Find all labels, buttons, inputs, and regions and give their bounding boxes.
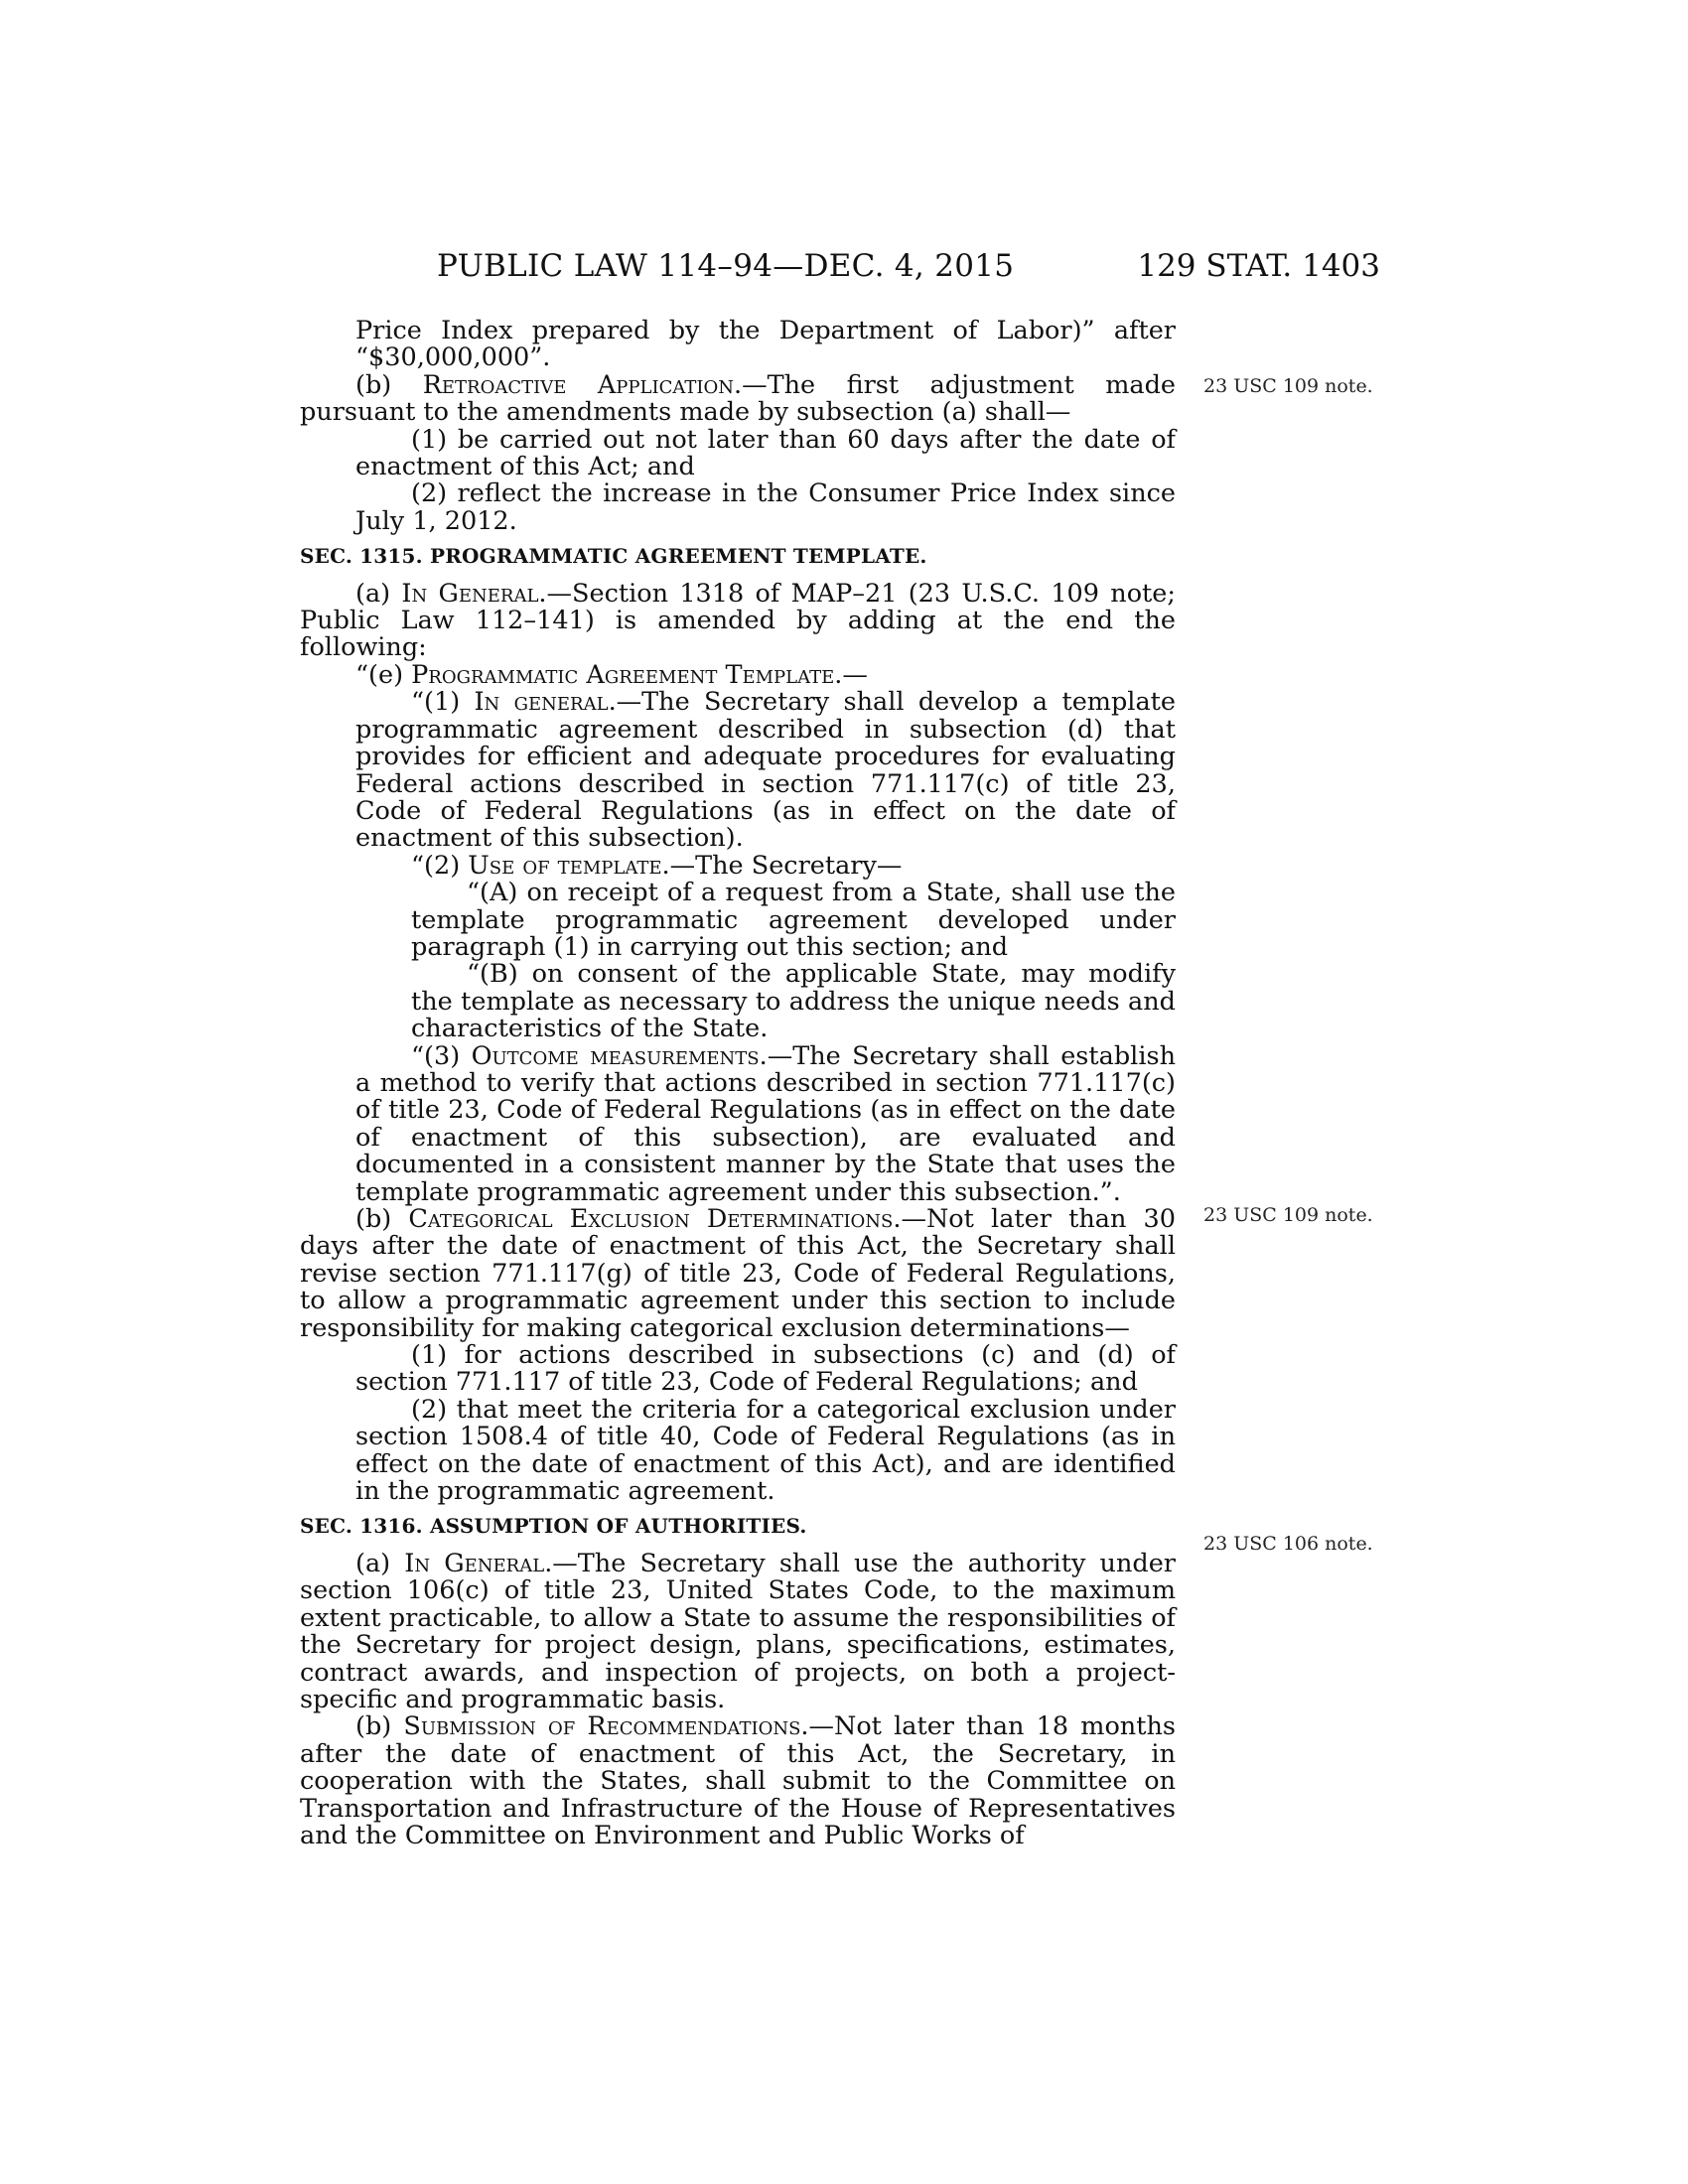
quoted-paragraph-2 [300, 850, 1176, 881]
paragraph-text: .—The Secretary— [661, 850, 903, 881]
quoted-paragraph-3 [300, 1040, 1176, 1207]
subsection-a-in-general [300, 578, 1176, 663]
label: (b) [355, 369, 423, 400]
label: (a) [355, 1548, 405, 1578]
quoted-subparagraph-b: “(B) on consent of the applicable State, may modify the template as necessary to address the unique needs and characteristics of the State. [411, 959, 1176, 1044]
paragraph [300, 424, 1176, 482]
subsection-text: .—The Secretary shall use the authority under section 106(c) of title 23, United States Code, to the maximum extent practicable, to allow a State to assume the responsibilities of the Secretary for project design, plans, specifications, estimates, contract awards, and inspection of projects, on both a project-specific and programmatic basis. [300, 1548, 1176, 1714]
margin-note: 23 USC 109 note. [1203, 1204, 1373, 1226]
stat-citation: 129 STAT. 1403 [1137, 248, 1380, 284]
paragraph: Price Index prepared by the Department of Labor)” after “$30,000,000”. [355, 316, 1176, 373]
subsection-text: .—Not later than 18 months after the date of enactment of this Act, the Secretary, in cooperation with the States, shall submit to the Committee on Transportation and Infrastructure of the House of Representatives and the Committee on Environment and Public Works of [300, 1711, 1176, 1850]
paragraph-heading: In general [474, 687, 609, 718]
subsection-b-categorical [300, 1206, 1176, 1342]
quoted-subparagraph-a: “(A) on receipt of a request from a State, shall use the template programmatic agreement developed under paragraph (1) in carrying out this section; and [411, 878, 1176, 962]
label: “(2) [411, 850, 469, 881]
subsection-heading: Submission of Recommendations [403, 1711, 801, 1742]
section-heading-1315: SEC. 1315. PROGRAMMATIC AGREEMENT TEMPLATE. [300, 544, 927, 569]
subsection-a-in-general [300, 1548, 1176, 1714]
page-header [298, 248, 1380, 288]
subsection-heading: In General [401, 578, 539, 609]
paragraph-heading: Outcome measurements [471, 1040, 760, 1071]
subsection-b-submission [300, 1713, 1176, 1849]
paragraph [300, 480, 1176, 535]
label: (a) [355, 578, 402, 609]
statute-body [300, 318, 1176, 1849]
label: “(1) [411, 687, 475, 718]
paragraph-text: (2) reflect the increase in the Consumer Price Index since July 1, 2012. [355, 478, 1176, 536]
subsection-text: .—Section 1318 of MAP–21 (23 U.S.C. 109 note; Public Law 112–141) is amended by adding at the end the following: [300, 578, 1176, 663]
paragraph-text: .—The Secretary shall establish a method to verify that actions described in section 771.117(c) of title 23, Code of Federal Regulations (as in effect on the date of enactment of this subsection), are evaluated and documented in a consistent manner by the State that uses the template programmatic agreement under this subsection.”. [355, 1040, 1176, 1207]
label: “(e) [355, 659, 412, 690]
paragraph: (1) for actions described in subsections (c) and (d) of section 771.117 of title 23, Code of Federal Regulations; and [355, 1340, 1176, 1398]
label: (b) [355, 1711, 404, 1742]
paragraph-heading: Use of template [468, 850, 662, 881]
quoted-subsection-e [300, 659, 1176, 690]
subsection-b-retroactive [300, 369, 1177, 428]
subsection-heading: Programmatic Agreement Template [411, 659, 835, 690]
subsection-heading: In General [404, 1548, 545, 1578]
subsection-text: .—The first adjustment made pursuant to the amendments made by subsection (a) shall— [300, 369, 1177, 428]
label: “(3) [411, 1040, 472, 1071]
quoted-paragraph-1 [300, 689, 1176, 852]
subsection-heading: Retroactive Application [422, 369, 734, 400]
margin-note: 23 USC 109 note. [1203, 375, 1373, 397]
paragraph: (2) that meet the criteria for a categorical exclusion under section 1508.4 of title 40, Code of Federal Regulations (as in effect on the date of enactment of this Act), and are identified in the programmatic agreement. [355, 1394, 1176, 1507]
paragraph-text: .—The Secretary shall develop a template programmatic agreement described in subsection (d) that provides for efficient and adequate procedures for evaluating Federal actions described in section 771.117(c) of title 23, Code of Federal Regulations (as in effect on the date of enactment of this subsection). [355, 687, 1176, 854]
label: (b) [355, 1204, 409, 1234]
subsection-text: .—Not later than 30 days after the date of enactment of this Act, the Secretary shall revise section 771.117(g) of title 23, Code of Federal Regulations, to allow a programmatic agreement under this section to include responsibility for making categorical exclusion determinations— [300, 1204, 1176, 1343]
running-head: PUBLIC LAW 114–94—DEC. 4, 2015 [437, 248, 1015, 284]
margin-note: 23 USC 106 note. [1203, 1533, 1373, 1555]
subsection-text: .— [834, 659, 868, 690]
paragraph-text: (1) be carried out not later than 60 days after the date of enactment of this Act; and [355, 424, 1176, 482]
subsection-heading: Categorical Exclusion Determinations [408, 1204, 894, 1234]
section-heading-1316: SEC. 1316. ASSUMPTION OF AUTHORITIES. [300, 1514, 807, 1539]
